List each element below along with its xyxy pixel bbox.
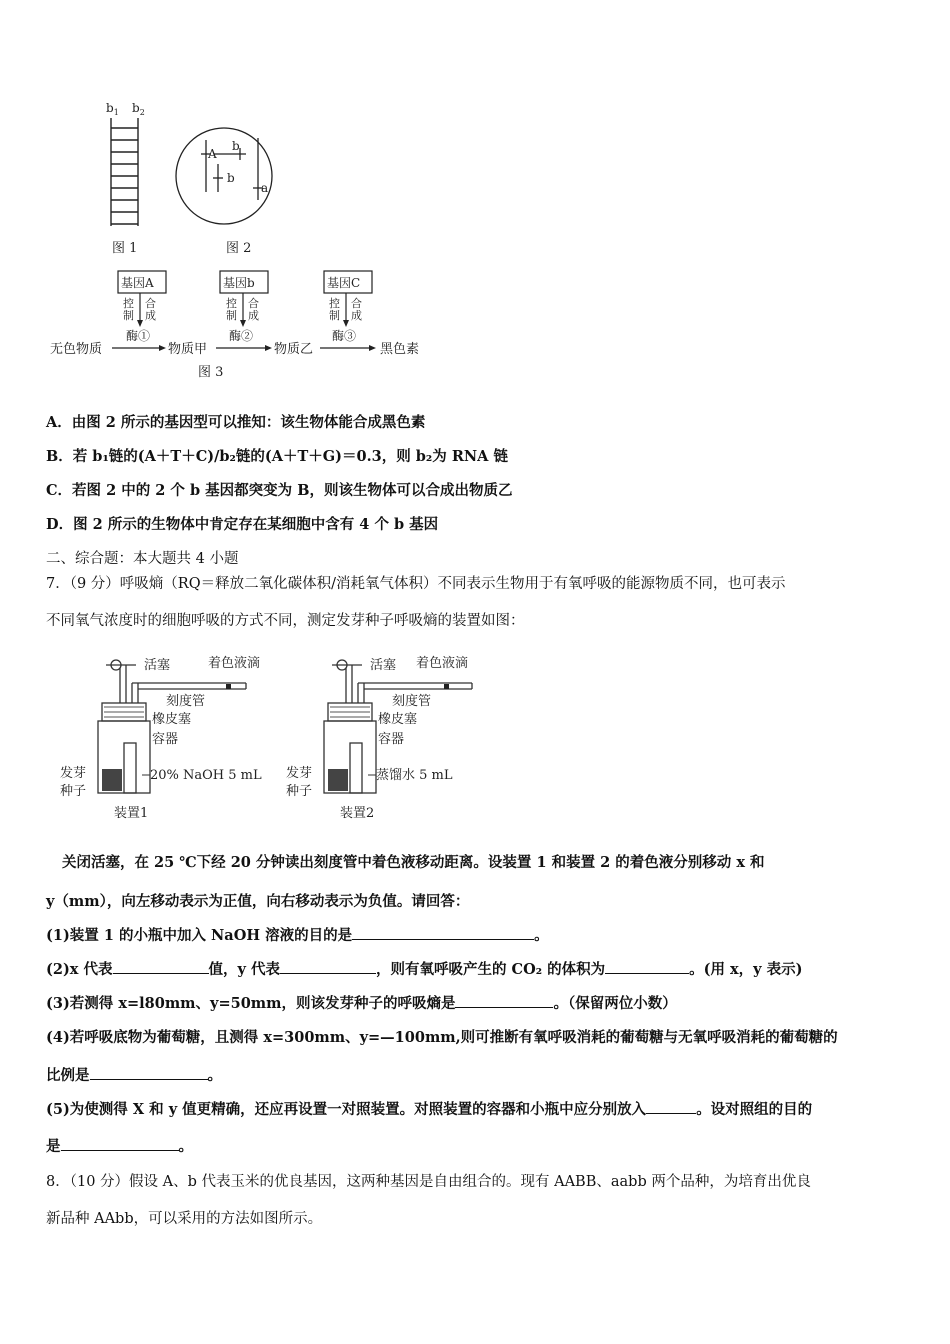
respiration-apparatus-figure [58,645,488,825]
svg-text:控: 控 [123,297,134,310]
q7-part2: (2)x 代表 值，y 代表 ，则有氧呼吸产生的 CO₂ 的体积为 。(用 x，y 表示) [46,961,803,978]
q7-part4-line1: (4)若呼吸底物为葡萄糖，且测得 x=300mm、y=—100mm,则可推断有氧呼吸消耗的葡萄糖与无氧呼吸消耗的葡萄糖的 [46,1029,838,1046]
fig2-a-label: a [261,181,269,195]
svg-text:控: 控 [226,297,237,310]
fig1-b2-label: $b_2$ [132,101,145,117]
answer-blank[interactable] [90,1065,208,1080]
q7-intro2: y（mm），向左移动表示为正值，向右移动表示为负值。请回答： [46,893,470,910]
fig3-gene-C: 基因C [327,276,361,290]
q7-part5-line1: (5)为使测得 X 和 y 值更精确，还应再设置一对照装置。对照装置的容器和小瓶中应分别放入 。设对照组的目的 [46,1101,813,1118]
fig3-enzyme-3: 酶③ [332,329,357,343]
fig3-substance-melanin: 黑色素 [380,342,420,357]
section-heading: 二、综合题：本大题共 4 小题 [46,551,239,567]
device2-seeds-label: 发芽 [286,766,313,781]
answer-blank[interactable] [61,1136,179,1151]
fig2-caption: 图 2 [226,241,252,256]
device1-seeds-label: 发芽 [60,766,87,781]
device1-tube-label: 刻度管 [166,694,206,709]
device2-water-label: 蒸馏水 5 mL [376,768,453,783]
fig3-caption: 图 3 [198,365,224,380]
svg-text:种子: 种子 [286,784,313,799]
svg-text:成: 成 [248,309,259,322]
fig3-enzyme-2: 酶② [229,329,254,343]
device1-stopper-label: 橡皮塞 [152,712,192,727]
q7-intro1: 关闭活塞，在 25 ℃下经 20 分钟读出刻度管中着色液移动距离。设装置 1 和装置 2 的着色液分别移动 x 和 [62,854,765,871]
fig2-b-mid-label: b [227,171,235,185]
svg-text:制: 制 [329,309,340,322]
option-A: A．由图 2 所示的基因型可以推知：该生物体能合成黑色素 [46,414,426,431]
device1-naoh-label: 20% NaOH 5 mL [150,768,262,783]
fig1-dna-ladder [111,118,138,226]
answer-blank[interactable] [646,1099,696,1114]
svg-text:控: 控 [329,297,340,310]
q7-part4-line2: 比例是 。 [46,1067,222,1084]
svg-text:合: 合 [145,297,156,310]
q7-line1: 7．（9 分）呼吸熵（RQ＝释放二氧化碳体积/消耗氧气体积）不同表示生物用于有氧呼吸的能源物质不同，也可表示 [46,576,786,592]
device1-caption: 装置1 [114,806,149,821]
device2-drop-label: 着色液滴 [416,656,469,671]
device2-container-label: 容器 [378,732,405,747]
device1-stopcock-label: 活塞 [144,658,171,673]
q8-line1: 8．（10 分）假设 A、b 代表玉米的优良基因，这两种基因是自由组合的。现有 AABB、aabb 两个品种，为培育出优良 [46,1174,811,1190]
device1-drop-label: 着色液滴 [208,656,261,671]
device2-stopcock-label: 活塞 [370,658,397,673]
q7-part3: (3)若测得 x=l80mm、y=50mm，则该发芽种子的呼吸熵是 。（保留两位小数） [46,995,677,1012]
fig3-substance-colorless: 无色物质 [50,342,103,357]
device2-stopper-label: 橡皮塞 [378,712,418,727]
svg-text:成: 成 [351,309,362,322]
fig3-gene-A: 基因A [121,276,154,290]
answer-blank[interactable] [605,959,689,974]
fig1-b1-label: $b_1$ [106,101,119,117]
device2-caption: 装置2 [340,806,375,821]
q7-line2: 不同氧气浓度时的细胞呼吸的方式不同，测定发芽种子呼吸熵的装置如图： [46,613,525,629]
genetics-figure [46,96,446,386]
svg-text:制: 制 [226,309,237,322]
q7-part1: (1)装置 1 的小瓶中加入 NaOH 溶液的目的是 。 [46,927,549,944]
option-B: B．若 b₁链的(A＋T＋C)/b₂链的(A＋T＋G)＝0.3，则 b₂为 RNA 链 [46,448,508,465]
option-D: D．图 2 所示的生物体中肯定存在某细胞中含有 4 个 b 基因 [46,516,439,533]
device2-tube-label: 刻度管 [392,694,432,709]
q7-part5-line2: 是 。 [46,1138,193,1155]
fig2-A-label: A [208,147,217,161]
fig2-b-top-label: b [232,139,240,153]
answer-blank[interactable] [352,925,534,940]
svg-text:种子: 种子 [60,784,87,799]
fig3-substance-yi: 物质乙 [274,342,314,357]
q8-line2: 新品种 AAbb，可以采用的方法如图所示。 [46,1211,323,1227]
svg-text:合: 合 [248,297,259,310]
fig1-caption: 图 1 [112,241,138,256]
fig3-enzyme-1: 酶① [126,329,151,343]
answer-blank[interactable] [113,959,209,974]
svg-text:成: 成 [145,309,156,322]
fig3-gene-b: 基因b [223,276,255,290]
answer-blank[interactable] [455,993,553,1008]
fig3-substance-jia: 物质甲 [168,342,208,357]
svg-text:制: 制 [123,309,134,322]
option-C: C．若图 2 中的 2 个 b 基因都突变为 B，则该生物体可以合成出物质乙 [46,482,513,499]
svg-text:合: 合 [351,297,362,310]
answer-blank[interactable] [280,959,376,974]
device1-container-label: 容器 [152,732,179,747]
fig2-cell [176,128,272,224]
